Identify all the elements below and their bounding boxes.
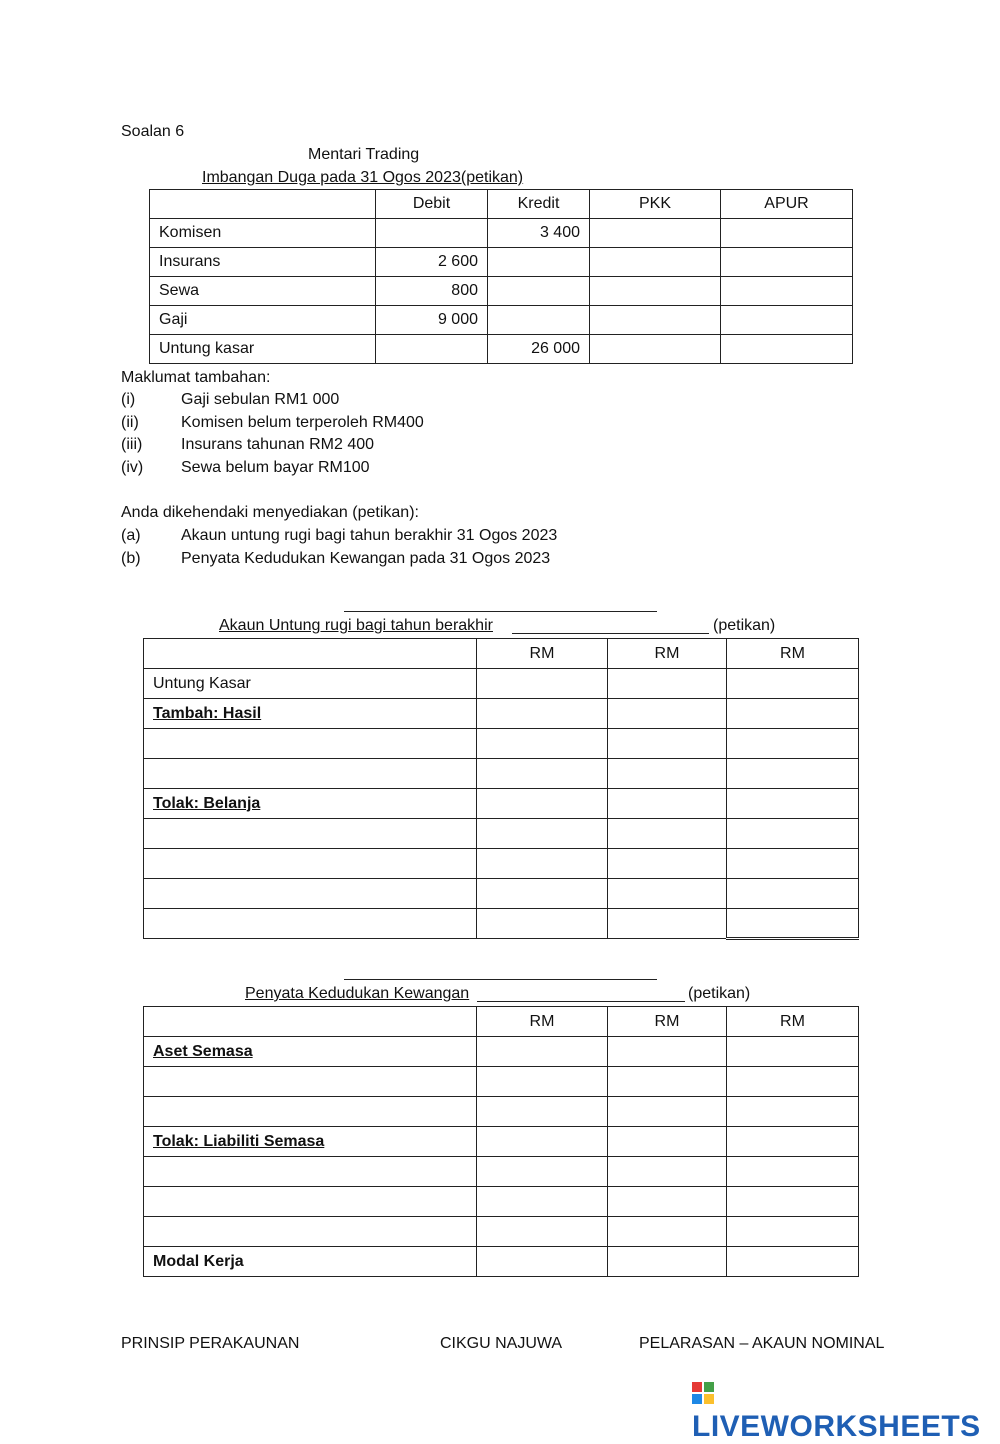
answer-cell[interactable]: [144, 729, 477, 759]
table-row: [144, 1157, 859, 1187]
answer-cell[interactable]: [477, 729, 608, 759]
apur-answer-cell[interactable]: [721, 277, 853, 306]
debit-cell: [376, 335, 488, 364]
answer-cell[interactable]: [144, 1217, 477, 1247]
pkk-answer-cell[interactable]: [590, 248, 721, 277]
kredit-cell: [488, 248, 590, 277]
answer-cell[interactable]: [727, 849, 859, 879]
header-debit: Debit: [376, 190, 488, 219]
date-blank[interactable]: [512, 633, 709, 634]
table-row: [144, 759, 859, 789]
answer-cell[interactable]: [608, 759, 727, 789]
item-cell: Komisen: [150, 219, 376, 248]
list-item-number: (b): [121, 550, 141, 567]
answer-cell[interactable]: [608, 1037, 727, 1067]
table-row: [150, 277, 853, 306]
answer-cell[interactable]: [477, 1037, 608, 1067]
answer-cell[interactable]: [144, 819, 477, 849]
header-rm: RM: [727, 1007, 859, 1037]
list-item-number: (a): [121, 527, 141, 544]
answer-cell[interactable]: [727, 1037, 859, 1067]
trial-balance-table: [149, 189, 853, 364]
requirements-heading: Anda dikehendaki menyediakan (petikan):: [121, 504, 419, 521]
date-blank[interactable]: [477, 1001, 685, 1002]
position-header-row: [144, 1007, 859, 1037]
header-cell: [144, 1007, 477, 1037]
header-kredit: Kredit: [488, 190, 590, 219]
answer-cell[interactable]: [727, 879, 859, 909]
list-item: Insurans tahunan RM2 400: [181, 436, 375, 453]
answer-cell[interactable]: [477, 1067, 608, 1097]
income-header-row: [144, 639, 859, 669]
answer-cell[interactable]: [477, 1127, 608, 1157]
table-row: [144, 1217, 859, 1247]
debit-cell: 800: [376, 277, 488, 306]
answer-cell[interactable]: [727, 1067, 859, 1097]
answer-cell[interactable]: [608, 669, 727, 699]
debit-cell: 9 000: [376, 306, 488, 335]
answer-cell[interactable]: [608, 1097, 727, 1127]
answer-cell[interactable]: [608, 819, 727, 849]
answer-cell[interactable]: [477, 1247, 608, 1277]
answer-cell[interactable]: [727, 1217, 859, 1247]
answer-cell[interactable]: [144, 879, 477, 909]
additional-info-heading: Maklumat tambahan:: [121, 369, 271, 386]
answer-cell[interactable]: [727, 1127, 859, 1157]
header-cell: [144, 639, 477, 669]
table-row: [144, 1097, 859, 1127]
answer-cell[interactable]: [477, 669, 608, 699]
apur-answer-cell[interactable]: [721, 306, 853, 335]
kredit-cell: 3 400: [488, 219, 590, 248]
table-row: [144, 1247, 859, 1277]
answer-cell[interactable]: [608, 879, 727, 909]
answer-cell[interactable]: [608, 1187, 727, 1217]
answer-cell[interactable]: [608, 729, 727, 759]
kredit-cell: 26 000: [488, 335, 590, 364]
table-row: [144, 819, 859, 849]
financial-position-suffix: (petikan): [688, 985, 751, 1002]
list-item-number: (iii): [121, 436, 143, 453]
section-label: Tambah: Hasil: [144, 699, 477, 729]
list-item: Komisen belum terperoleh RM400: [181, 414, 424, 431]
section-label: Tolak: Belanja: [144, 789, 477, 819]
table-row: [150, 219, 853, 248]
item-cell: Gaji: [150, 306, 376, 335]
answer-cell[interactable]: [477, 1157, 608, 1187]
table-row: [150, 248, 853, 277]
answer-cell[interactable]: [477, 819, 608, 849]
answer-cell[interactable]: [477, 1217, 608, 1247]
answer-cell[interactable]: [727, 789, 859, 819]
question-label: Soalan 6: [121, 123, 185, 140]
answer-cell[interactable]: [608, 1247, 727, 1277]
answer-cell[interactable]: [477, 1097, 608, 1127]
answer-cell[interactable]: [608, 699, 727, 729]
table-row: [144, 909, 859, 939]
table-row: [144, 849, 859, 879]
total-label: Modal Kerja: [144, 1247, 477, 1277]
company-name-blank[interactable]: [344, 611, 657, 612]
answer-cell[interactable]: [144, 1067, 477, 1097]
list-item-number: (iv): [121, 459, 144, 476]
answer-cell[interactable]: [608, 1157, 727, 1187]
header-rm: RM: [608, 639, 727, 669]
financial-position-title: Penyata Kedudukan Kewangan: [245, 985, 470, 1002]
answer-cell[interactable]: [727, 1187, 859, 1217]
answer-cell[interactable]: [608, 789, 727, 819]
table-row: [150, 335, 853, 364]
answer-cell[interactable]: [144, 759, 477, 789]
answer-cell[interactable]: [477, 909, 608, 939]
apur-answer-cell[interactable]: [721, 248, 853, 277]
table-row: [144, 1127, 859, 1157]
answer-cell[interactable]: [727, 729, 859, 759]
answer-cell[interactable]: [727, 759, 859, 789]
table-row: [144, 1067, 859, 1097]
pkk-answer-cell[interactable]: [590, 219, 721, 248]
income-statement-title: Akaun Untung rugi bagi tahun berakhir: [219, 617, 493, 634]
answer-cell[interactable]: [144, 849, 477, 879]
list-item: Akaun untung rugi bagi tahun berakhir 31 Ogos 2023: [181, 527, 558, 544]
item-cell: Sewa: [150, 277, 376, 306]
answer-cell[interactable]: [477, 1187, 608, 1217]
list-item-number: (ii): [121, 414, 139, 431]
table-row: [144, 789, 859, 819]
answer-cell[interactable]: [608, 1217, 727, 1247]
table-row: [144, 729, 859, 759]
list-item-number: (i): [121, 391, 136, 408]
footer-topic: PELARASAN – AKAUN NOMINAL: [639, 1335, 885, 1352]
pkk-answer-cell[interactable]: [590, 335, 721, 364]
answer-cell[interactable]: [608, 849, 727, 879]
list-item: Penyata Kedudukan Kewangan pada 31 Ogos 2023: [181, 550, 551, 567]
header-rm: RM: [477, 1007, 608, 1037]
pkk-answer-cell[interactable]: [590, 306, 721, 335]
trial-balance-header: [150, 190, 853, 219]
answer-cell[interactable]: [727, 699, 859, 729]
header-rm: RM: [727, 639, 859, 669]
apur-answer-cell[interactable]: [721, 219, 853, 248]
answer-cell[interactable]: [477, 849, 608, 879]
answer-cell[interactable]: [608, 909, 727, 939]
label-cell: Untung Kasar: [144, 669, 477, 699]
income-statement-table: [143, 638, 859, 940]
debit-cell: 2 600: [376, 248, 488, 277]
kredit-cell: [488, 306, 590, 335]
item-cell: Insurans: [150, 248, 376, 277]
answer-cell[interactable]: [608, 1127, 727, 1157]
kredit-cell: [488, 277, 590, 306]
item-cell: Untung kasar: [150, 335, 376, 364]
table-row: [144, 1187, 859, 1217]
liveworksheets-grid-icon: [692, 1382, 714, 1404]
answer-cell[interactable]: [144, 1157, 477, 1187]
trial-balance-title: Imbangan Duga pada 31 Ogos 2023(petikan): [202, 169, 524, 186]
header-rm: RM: [477, 639, 608, 669]
answer-cell[interactable]: [477, 699, 608, 729]
answer-cell[interactable]: [144, 1187, 477, 1217]
answer-cell[interactable]: [727, 669, 859, 699]
header-apur: APUR: [721, 190, 853, 219]
debit-cell: [376, 219, 488, 248]
liveworksheets-logo: [692, 1376, 1000, 1444]
answer-cell[interactable]: [727, 1097, 859, 1127]
table-row: [144, 1037, 859, 1067]
answer-cell[interactable]: [727, 1157, 859, 1187]
pkk-answer-cell[interactable]: [590, 277, 721, 306]
header-pkk: PKK: [590, 190, 721, 219]
table-row: [144, 879, 859, 909]
liveworksheets-wordmark: LIVEWORKSHEETS: [692, 1410, 981, 1443]
footer-teacher: CIKGU NAJUWA: [440, 1335, 563, 1352]
income-statement-suffix: (petikan): [713, 617, 776, 634]
apur-answer-cell[interactable]: [721, 335, 853, 364]
table-row: [150, 306, 853, 335]
answer-cell[interactable]: [477, 759, 608, 789]
table-row: [144, 699, 859, 729]
answer-cell[interactable]: [727, 1247, 859, 1277]
footer-subject: PRINSIP PERAKAUNAN: [121, 1335, 300, 1352]
header-rm: RM: [608, 1007, 727, 1037]
company-name: Mentari Trading: [308, 146, 420, 163]
company-name-blank[interactable]: [344, 979, 657, 980]
answer-cell[interactable]: [477, 879, 608, 909]
section-label: Aset Semasa: [144, 1037, 477, 1067]
answer-cell[interactable]: [608, 1067, 727, 1097]
list-item: Gaji sebulan RM1 000: [181, 391, 340, 408]
section-label: Tolak: Liabiliti Semasa: [144, 1127, 477, 1157]
financial-position-table: [143, 1006, 859, 1277]
table-row: [144, 669, 859, 699]
answer-cell[interactable]: [727, 819, 859, 849]
answer-cell[interactable]: [477, 789, 608, 819]
answer-cell[interactable]: [144, 909, 477, 939]
header-cell: [150, 190, 376, 219]
answer-cell[interactable]: [144, 1097, 477, 1127]
list-item: Sewa belum bayar RM100: [181, 459, 370, 476]
total-answer-cell[interactable]: [727, 909, 859, 939]
